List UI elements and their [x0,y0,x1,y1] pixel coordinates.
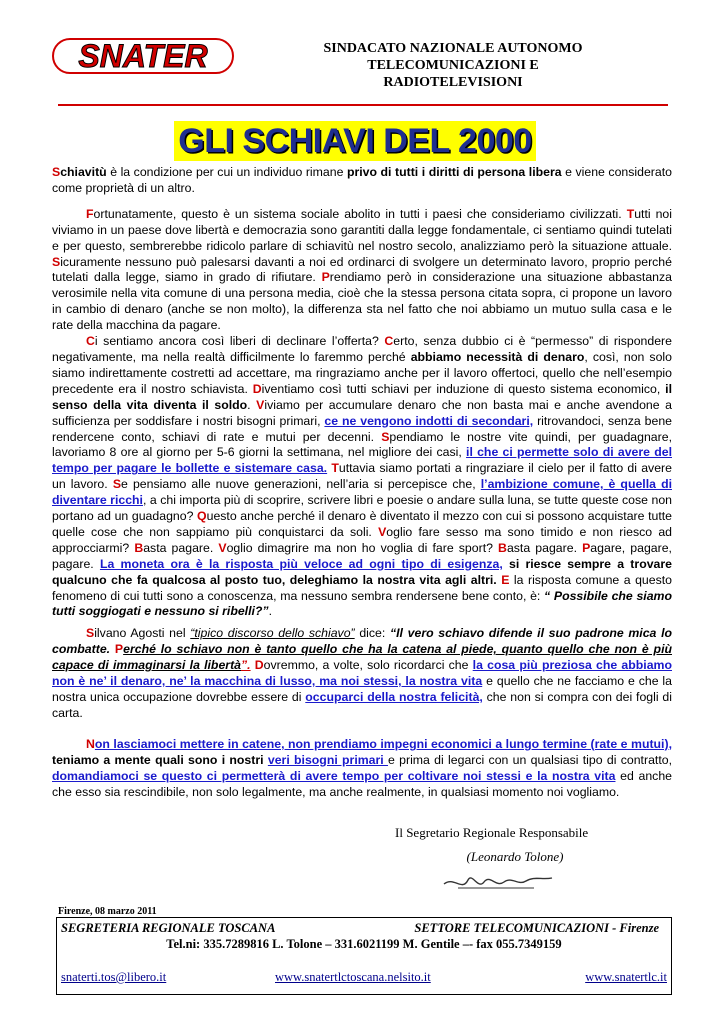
bold-text: privo di tutti i diritti di persona libera [346,165,562,179]
bold-italic-quote: erché lo schiavo non è tanto quello che ha la catena al piede, quanto quello che non è più capace di immaginarsi la libertà [52,642,672,673]
dropcap: B [134,540,144,555]
dropcap: S [86,626,95,641]
footer-phones: Tel.ni: 335.7289816 L. Tolone – 331.6021199 M. Gentile –- fax 055.7349159 [166,937,562,951]
dropcap: Q [197,509,207,524]
website-link-regional[interactable]: www.snatertlctoscana.nelsito.it [275,970,431,984]
text: e quello che ne facciamo e che la nostra unica occupazione dovrebbe essere di [52,674,672,704]
text: oglio fare sesso ma sono timido e non riesco ad approcciarmi? [52,524,672,555]
logo-text: SNATER [78,38,208,74]
emphasis-link: occuparci della nostra felicità, [305,690,483,704]
dropcap: E [496,572,510,587]
text: è la condizione per cui un individuo rimane [106,165,347,179]
text: icuramente nessuno può palesarsi davanti a noi ed ordinarci di svolgere un determinato lavoro, proprio perché tutelati dalla legge, siamo in grado di rifiutare. [52,254,672,285]
closing-quote: ”. [241,658,251,673]
org-line-1: SINDACATO NAZIONALE AUTONOMO [323,41,583,56]
emphasis-link: domandiamoci se questo ci permetterà di avere tempo per coltivare noi stessi e la nostra vita [52,768,616,783]
dropcap: T [327,461,339,476]
text: , così, non solo siamo indirettamente costretti ad accettare, ma ringraziamo anche per il lavoro offertoci, quello che nell’esempio precedente era il nostro schiavista. [52,349,672,396]
emphasis-link: ce ne vengono indotti di secondari, [324,413,534,428]
article-body [52,165,672,800]
paragraph-5 [52,737,672,801]
text: ortunatamente, questo è un sistema sociale abolito in tutti i paesi che consideriamo civilizzati. [93,206,627,221]
text: agare, pagare, pagare. [52,540,672,571]
dropcap: P [321,270,330,285]
emphasis-link: veri bisogni primari [267,752,389,767]
dropcap: S [112,477,122,492]
text: ilvano Agosti nel [94,626,191,641]
dropcap: S [52,254,61,269]
text: e pensiamo alle nuove generazioni, nell’aria si percepisce che, [121,477,481,492]
dropcap: D [250,658,264,673]
document-title: GLI SCHIAVI DEL 2000 [174,121,536,161]
footer-office-left: SEGRETERIA REGIONALE TOSCANA [61,921,276,935]
bold-text: il senso della vita diventa il soldo [52,381,673,412]
snater-logo [52,38,234,74]
bold-text: si riesce sempre a trovare qualcuno che fa qualcosa al posto tuo, deleghiamo la nostra vita agli altri. [52,556,673,587]
org-line-3: RADIOTELEVISIONI [383,75,523,90]
dropcap: B [498,540,507,555]
signatory-role: Il Segretario Regionale Responsabile [395,825,589,840]
document-date: Firenze, 08 marzo 2011 [58,906,157,917]
dropcap: C [384,334,394,349]
text: che non si compra con dei fogli di carta. [52,690,672,720]
text: ed anche che esso sia rescindibile, non solo legalmente, ma anche realmente, in qualsiasi momento noi vogliamo. [52,768,673,799]
emphasis-link: l’ambizione comune, è quella di diventare ricchi [52,477,672,508]
signature-block [395,821,635,869]
emphasis-link: il che ci permette solo di avere del tempo per pagare le bollette e sistemare casa. [52,445,672,476]
dropcap: T [626,206,635,221]
paragraph-2 [52,207,672,334]
bold-text: abbiamo necessità di denaro [410,349,585,364]
dropcap: N [86,736,95,751]
text: iventiamo così tutti schiavi per induzione di questo sistema economico, [261,381,666,396]
emphasis-link: La moneta ora è la risposta più veloce ad ogni tipo di esigenza, [99,556,503,571]
text: uttavia siamo portati a ringraziare il cielo per il fatto di avere un lavoro. [52,461,672,492]
footer-box [56,917,672,995]
bold-italic-quote: “Il vero schiavo difende il suo padrone mica lo combatte. [52,626,672,657]
text: oglio dimagrire ma non ho voglia di fare sport? [226,540,499,555]
bold-text: chiavitù [60,165,107,179]
paragraph-1 [52,165,672,197]
bold-italic-quote: “ Possibile che siamo tutti soggiogati e nessuno si ribelli?” [52,588,672,619]
text: asta pagare. [143,540,219,555]
dropcap: S [52,165,61,179]
text: uesto anche perché il denaro è diventato il mezzo con cui si possono acquistare tutte quelle cose che non sappiamo più conquistarci da soli. [52,509,673,539]
organization-name [268,40,638,91]
dropcap: D [252,381,262,396]
text: erto, senza dubbio ci è “permesso” di rispondere negativamente, ma nella realtà difficilmente lo faremmo perché [52,334,672,364]
dropcap: C [86,334,95,349]
dropcap: V [256,397,265,412]
handwritten-signature [438,866,558,896]
text: , a chi importa più di scoprire, scrivere libri e poesie o andare sulla luna, se tutte queste cose non portano ad un guadagno? [52,493,673,524]
text: e viene considerato come proprietà di un altro. [52,165,672,195]
footer-office-right: SETTORE TELECOMUNICAZIONI - Firenze [414,921,659,935]
dropcap: P [114,642,124,657]
text: ritrovandoci, senza bene rendercene conto, schiavi di rate e mutui per decenni. [52,413,673,444]
text: iviamo per accumulare denaro che non basta mai e anche avendone a sufficienza per soddisfare i nostri bisogni primari, [52,397,672,428]
text: ovremmo, a volte, solo ricordarci che [263,658,473,673]
text: . [268,604,272,619]
dropcap: V [218,540,227,555]
emphasis-link: la cosa più preziosa che abbiamo non è ne’ il denaro, ne’ la macchina di lusso, ma noi stessi, la nostra vita [52,658,672,689]
org-line-2: TELECOMUNICAZIONI E [367,58,539,73]
paragraph-4 [52,626,672,721]
text: dice: [354,626,390,641]
text: asta pagare. [506,540,583,555]
text: . [247,397,257,412]
text: la risposta comune a questo fenomeno di cui tutti sono a conoscenza, ma nessuno sembra rendersene bene conto, è: [52,572,672,603]
dropcap: V [378,524,387,539]
text: i sentiamo ancora così liberi di declinare l’offerta? [94,334,385,349]
email-link[interactable]: snaterti.tos@libero.it [61,970,167,984]
paragraph-3 [52,334,672,620]
emphasis-link: on lasciamoci mettere in catene, non prendiamo impegni economici a lungo termine (rate e mutui), [94,736,672,751]
dropcap: F [86,206,94,221]
website-link-main[interactable]: www.snatertlc.it [585,970,667,984]
dropcap: P [582,540,591,555]
signatory-name: (Leonardo Tolone) [466,849,564,864]
dropcap: S [381,429,390,444]
bold-text: teniamo a mente quali sono i nostri [52,752,268,767]
underlined-italic: “tipico discorso dello schiavo” [190,626,355,641]
header-divider [58,104,668,106]
text: pendiamo le nostre vite quindi, per guadagnare, lavoriamo 8 ore al giorno per 5-6 giorni la settimana, nel migliore dei casi, [52,429,672,460]
text: utti noi viviamo in un paese dove libertà e democrazia sono garantiti dalla legge fondamentale, ci sentiamo quindi tutelati e per questo, sembrerebbe ridicolo parlare di schiavitù nel nostro secolo, analizziamo però la situazione attuale. [52,206,672,253]
text: rendiamo però in considerazione una situazione abbastanza verosimile nella vita comune di una persona media, cioè che la stessa persona citata sopra, ci propone un lavoro in cambio di denaro (anche se non molto), la differenza sta nel fatto che noi abbiamo un mutuo sulla casa e le rate della macchina da pagare. [52,270,672,333]
text: e prima di legarci con un qualsiasi tipo di contratto, [388,752,672,767]
